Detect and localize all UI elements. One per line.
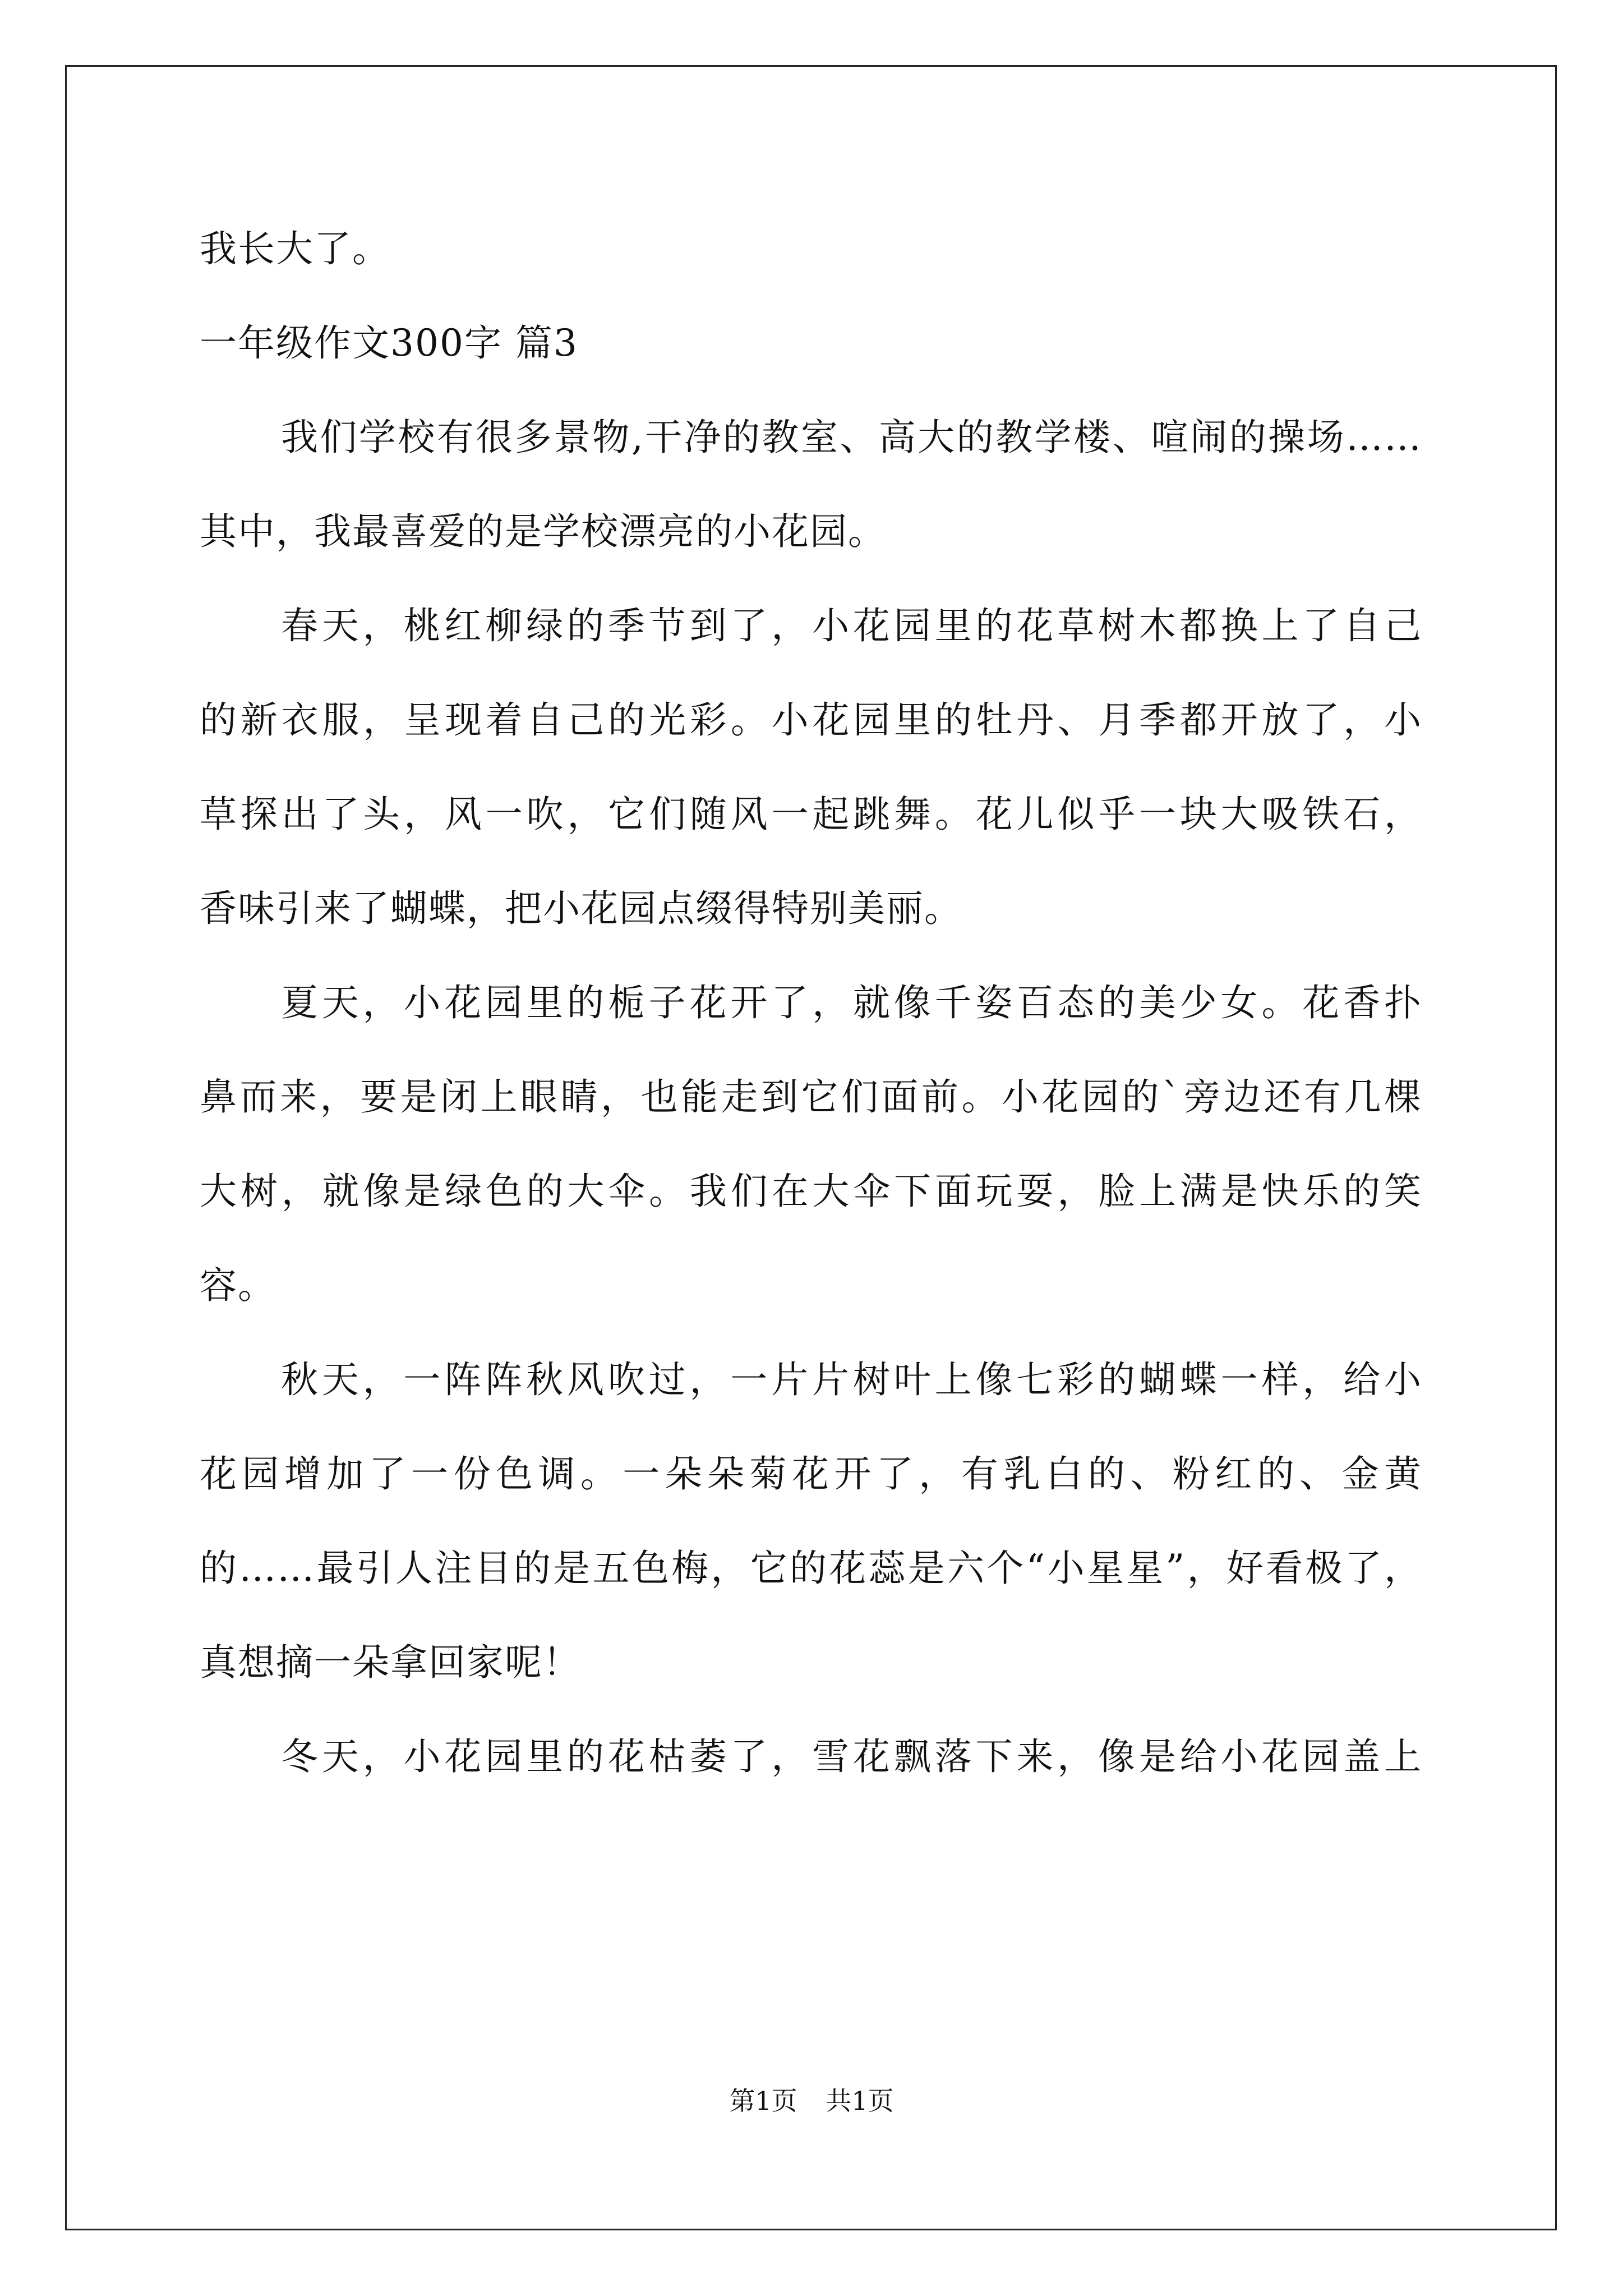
text-line: 的新衣服，呈现着自己的光彩。小花园里的牡丹、月季都开放了，小 [200, 698, 1422, 742]
paragraph-first-line: 冬天，小花园里的花枯萎了，雪花飘落下来，像是给小花园盖上 [281, 1735, 1422, 1778]
paragraph-last-line: 真想摘一朵拿回家呢！ [200, 1641, 581, 1684]
text-line: 鼻而来，要是闭上眼睛，也能走到它们面前。小花园的`旁边还有几棵 [200, 1075, 1422, 1119]
paragraph-first-line: 秋天，一阵阵秋风吹过，一片片树叶上像七彩的蝴蝶一样，给小 [281, 1358, 1422, 1401]
document-body [200, 202, 1422, 1804]
text-line: 的……最引人注目的是五色梅，它的花蕊是六个“小星星”，好看极了， [200, 1547, 1422, 1590]
paragraph-last-line: 容。 [200, 1264, 276, 1307]
page-number: 第1页 [729, 2086, 797, 2116]
paragraph-last-line: 其中，我最喜爱的是学校漂亮的小花园。 [200, 510, 886, 553]
text-line: 大树，就像是绿色的大伞。我们在大伞下面玩耍，脸上满是快乐的笑 [200, 1170, 1422, 1213]
paragraph-last-line: 香味引来了蝴蝶，把小花园点缀得特别美丽。 [200, 887, 962, 930]
paragraph-first-line: 我们学校有很多景物,干净的教室、高大的教学楼、喧闹的操场…… [281, 416, 1422, 459]
page-total: 共1页 [826, 2086, 894, 2116]
section-heading: 一年级作文300字 篇3 [200, 321, 578, 365]
text-line: 我长大了。 [200, 227, 390, 270]
text-line: 草探出了头，风一吹，它们随风一起跳舞。花儿似乎一块大吸铁石， [200, 793, 1422, 836]
paragraph-first-line: 夏天，小花园里的栀子花开了，就像千姿百态的美少女。花香扑 [281, 981, 1422, 1024]
page-footer [0, 2084, 1623, 2118]
text-line: 花园增加了一份色调。一朵朵菊花开了，有乳白的、粉红的、金黄 [200, 1452, 1422, 1496]
paragraph-first-line: 春天，桃红柳绿的季节到了，小花园里的花草树木都换上了自己 [281, 604, 1422, 647]
